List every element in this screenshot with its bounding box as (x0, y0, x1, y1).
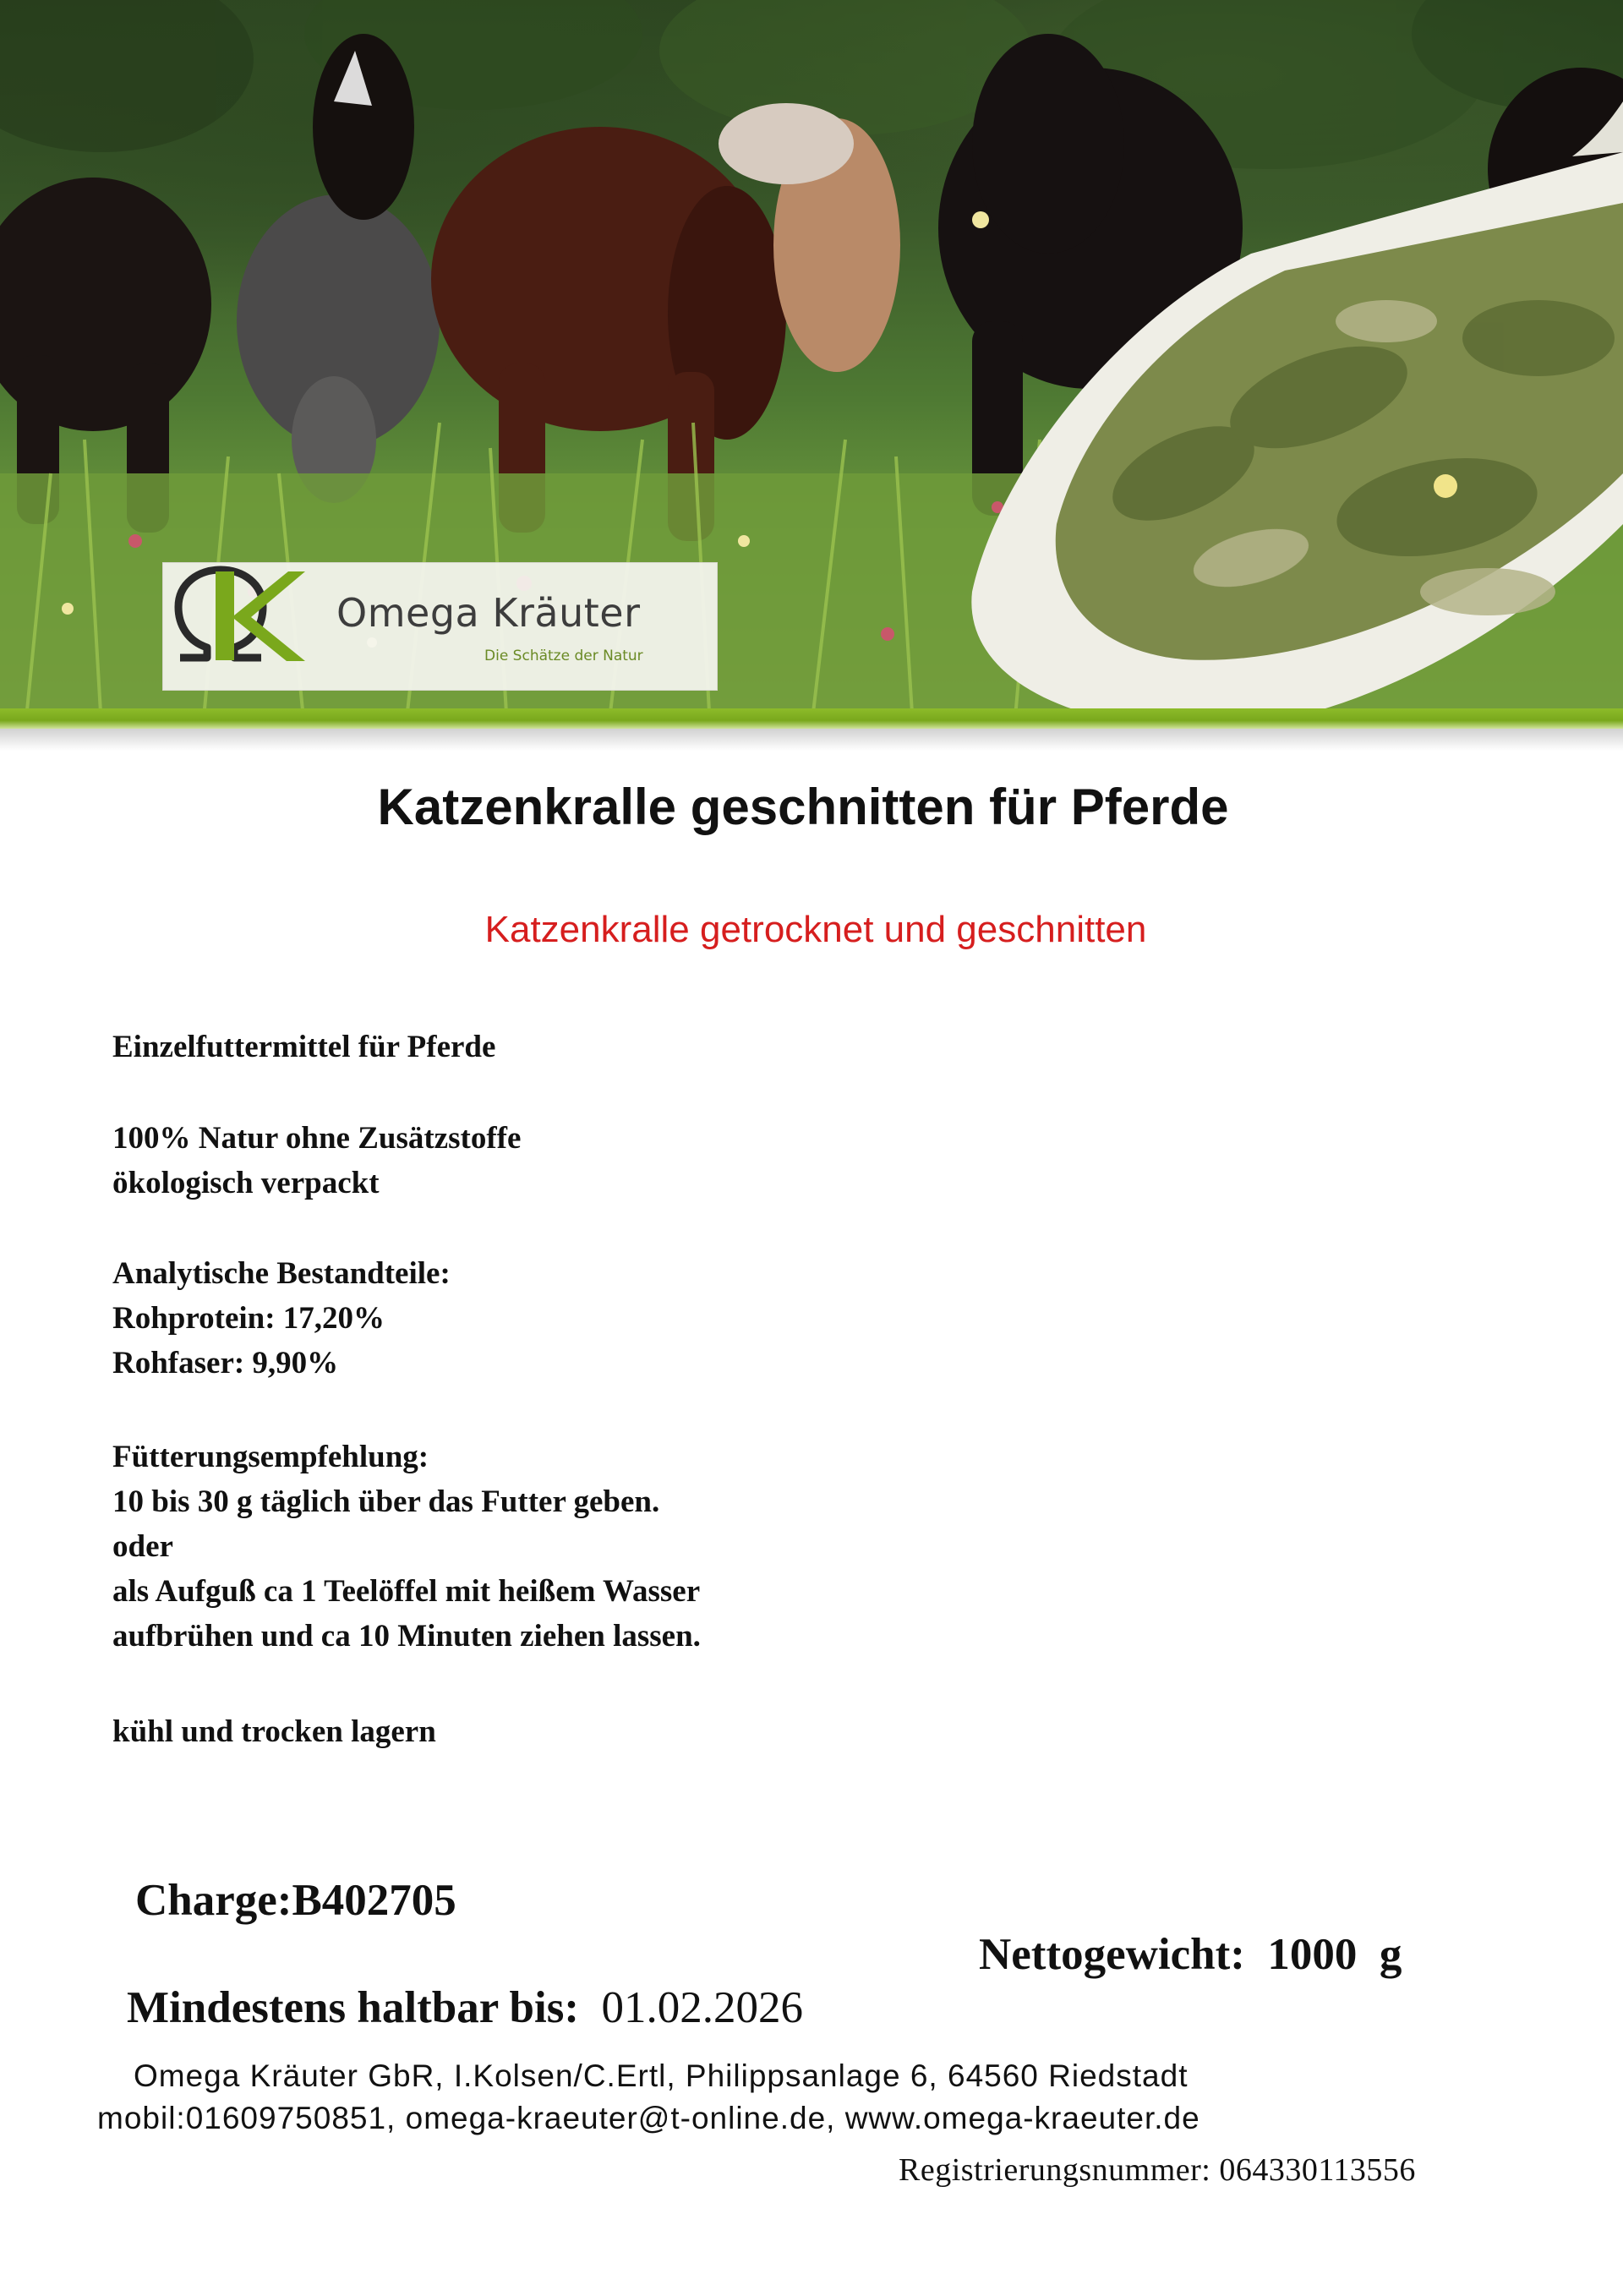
protein-value: Rohprotein: 17,20% (112, 1301, 385, 1336)
fiber-value: Rohfaser: 9,90% (112, 1346, 339, 1380)
product-title: Katzenkralle geschnitten für Pferde (377, 779, 1229, 835)
nature-block (112, 1116, 521, 1205)
feeding-line-4: aufbrühen und ca 10 Minuten ziehen lassen. (112, 1619, 701, 1654)
feeding-block (112, 1435, 701, 1659)
analysis-heading: Analytische Bestandteile: (112, 1256, 451, 1291)
logo-tagline: Die Schätze der Natur (484, 648, 643, 664)
nature-line-1: 100% Natur ohne Zusätzstoffe (112, 1121, 522, 1156)
nature-line-2: ökologisch verpackt (112, 1166, 380, 1200)
feed-type-block (112, 1025, 495, 1069)
address-line-1: Omega Kräuter GbR, I.Kolsen/C.Ertl, Philippsanlage 6, 64560 Riedstadt (134, 2058, 1189, 2093)
horse-grey (237, 194, 440, 503)
horse-black-head (313, 34, 414, 220)
net-weight-value: 1000 g (1267, 1930, 1402, 1979)
feeding-line-2: oder (112, 1529, 173, 1564)
best-before-value: 01.02.2026 (601, 1983, 803, 2032)
feed-type: Einzelfuttermittel für Pferde (112, 1030, 496, 1064)
registration-number: Registrierungsnummer: 064330113556 (899, 2152, 1416, 2188)
analysis-block (112, 1251, 451, 1386)
batch-charge: Charge:B402705 (135, 1876, 456, 1925)
logo-box (162, 562, 718, 691)
green-divider (0, 708, 1623, 729)
best-before (127, 1982, 803, 2033)
feeding-heading: Fütterungsempfehlung: (112, 1440, 429, 1474)
net-weight (979, 1929, 1402, 1980)
omega-k-logo (163, 563, 307, 668)
header-photo (0, 0, 1623, 727)
net-weight-label: Nettogewicht: (979, 1930, 1245, 1979)
feeding-line-1: 10 bis 30 g täglich über das Futter geben. (112, 1484, 660, 1519)
divider-shadow (0, 729, 1623, 751)
storage-note: kühl und trocken lagern (112, 1714, 436, 1749)
address-line-2: mobil:01609750851, omega-kraeuter@t-online.de, www.omega-kraeuter.de (97, 2101, 1200, 2135)
feeding-line-3: als Aufguß ca 1 Teelöffel mit heißem Wasser (112, 1574, 701, 1609)
best-before-label: Mindestens haltbar bis: (127, 1983, 579, 2032)
storage-block (112, 1709, 436, 1754)
product-subtitle: Katzenkralle getrocknet und geschnitten (484, 909, 1147, 950)
logo-name: Omega Kräuter (336, 590, 641, 636)
